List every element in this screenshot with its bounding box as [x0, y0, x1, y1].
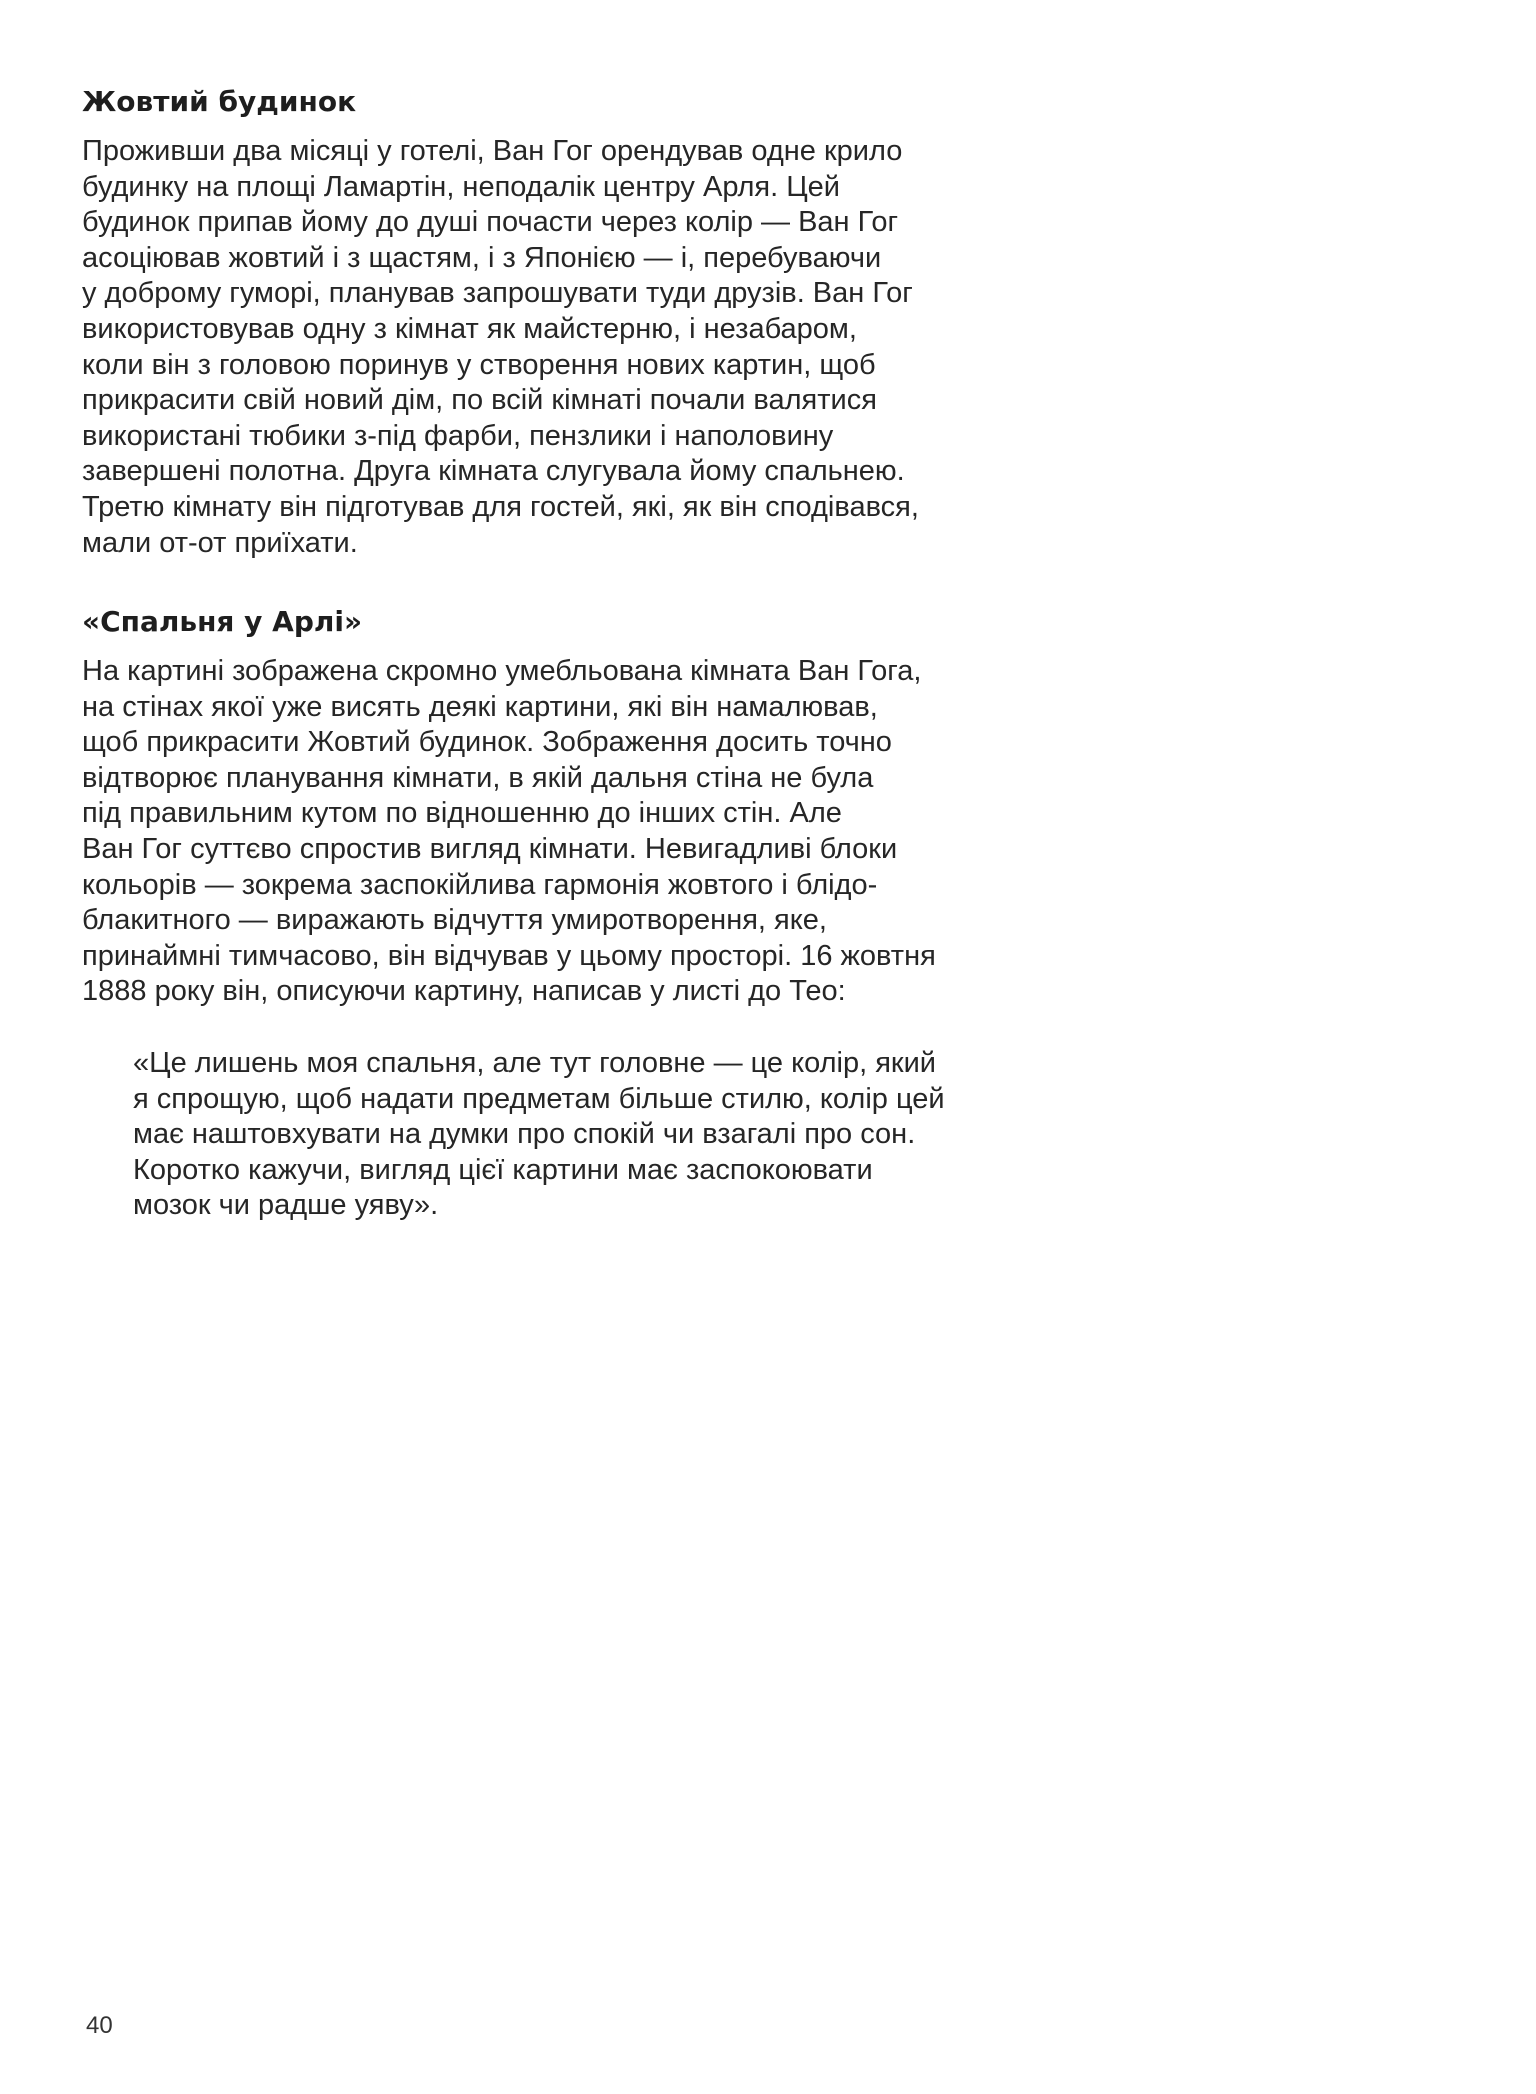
text-line: Проживши два місяці у готелі, Ван Гог орендував одне крило — [82, 135, 903, 167]
quote-line: «Це лишень моя спальня, але тут головне — це колір, який — [133, 1047, 937, 1079]
text-line: Ван Гог суттєво спростив вигляд кімнати. Невигадливі блоки — [82, 832, 898, 865]
text-line: прикрасити свій новий дім, по всій кімнаті почали валятися — [82, 384, 877, 417]
page-number: 40 — [86, 2012, 113, 2039]
text-line: коли він з головою поринув у створення нових картин, щоб — [82, 348, 876, 381]
text-line: будинку на площі Ламартін, неподалік центру Арля. Цей — [82, 170, 840, 203]
section-yellow-house — [82, 84, 1082, 561]
section-heading: «Спальня у Арлі» — [82, 605, 363, 638]
letter-quote — [133, 1046, 1083, 1224]
text-line: на стінах якої уже висять деякі картини, які він намалював, — [82, 690, 878, 723]
text-line: На картині зображена скромно умебльована кімната Ван Гога, — [82, 655, 922, 687]
section-heading: Жовтий будинок — [82, 85, 357, 118]
text-line: відтворює планування кімнати, в якій дальня стіна не була — [82, 761, 874, 794]
text-line: щоб прикрасити Жовтий будинок. Зображення досить точно — [82, 726, 892, 759]
quote-line: має наштовхувати на думки про спокій чи взагалі про сон. — [133, 1118, 916, 1151]
text-line: кольорів — зокрема заспокійлива гармонія жовтого і блідо- — [82, 868, 878, 901]
text-line: використані тюбики з-під фарби, пензлики і наполовину — [82, 419, 834, 452]
section-paragraph — [82, 654, 1082, 1010]
text-line: блакитного — виражають відчуття умиротворення, яке, — [82, 904, 827, 937]
text-line: у доброму гуморі, планував запрошувати туди друзів. Ван Гог — [82, 277, 913, 310]
text-line: 1888 року він, описуючи картину, написав у листі до Тео: — [82, 975, 846, 1008]
quote-line: Коротко кажучи, вигляд цієї картини має заспокоювати — [133, 1153, 873, 1186]
text-line: завершені полотна. Друга кімната слугувала йому спальнею. — [82, 455, 905, 488]
text-line: під правильним кутом по відношенню до інших стін. Але — [82, 797, 842, 830]
text-line: мали от-от приїхати. — [82, 526, 358, 559]
text-line: будинок припав йому до душі почасти через колір — Ван Гог — [82, 206, 899, 239]
section-paragraph — [82, 134, 1082, 561]
quote-line: мозок чи радше уяву». — [133, 1189, 439, 1222]
section-bedroom-in-arles — [82, 604, 1082, 1010]
text-line: Третю кімнату він підготував для гостей, які, як він сподівався, — [82, 490, 919, 523]
text-line: асоціював жовтий і з щастям, і з Японією — і, перебуваючи — [82, 241, 882, 274]
quote-line: я спрощую, щоб надати предметам більше стилю, колір цей — [133, 1082, 945, 1115]
text-line: використовував одну з кімнат як майстерню, і незабаром, — [82, 312, 857, 345]
text-line: принаймні тимчасово, він відчував у цьому просторі. 16 жовтня — [82, 939, 936, 972]
